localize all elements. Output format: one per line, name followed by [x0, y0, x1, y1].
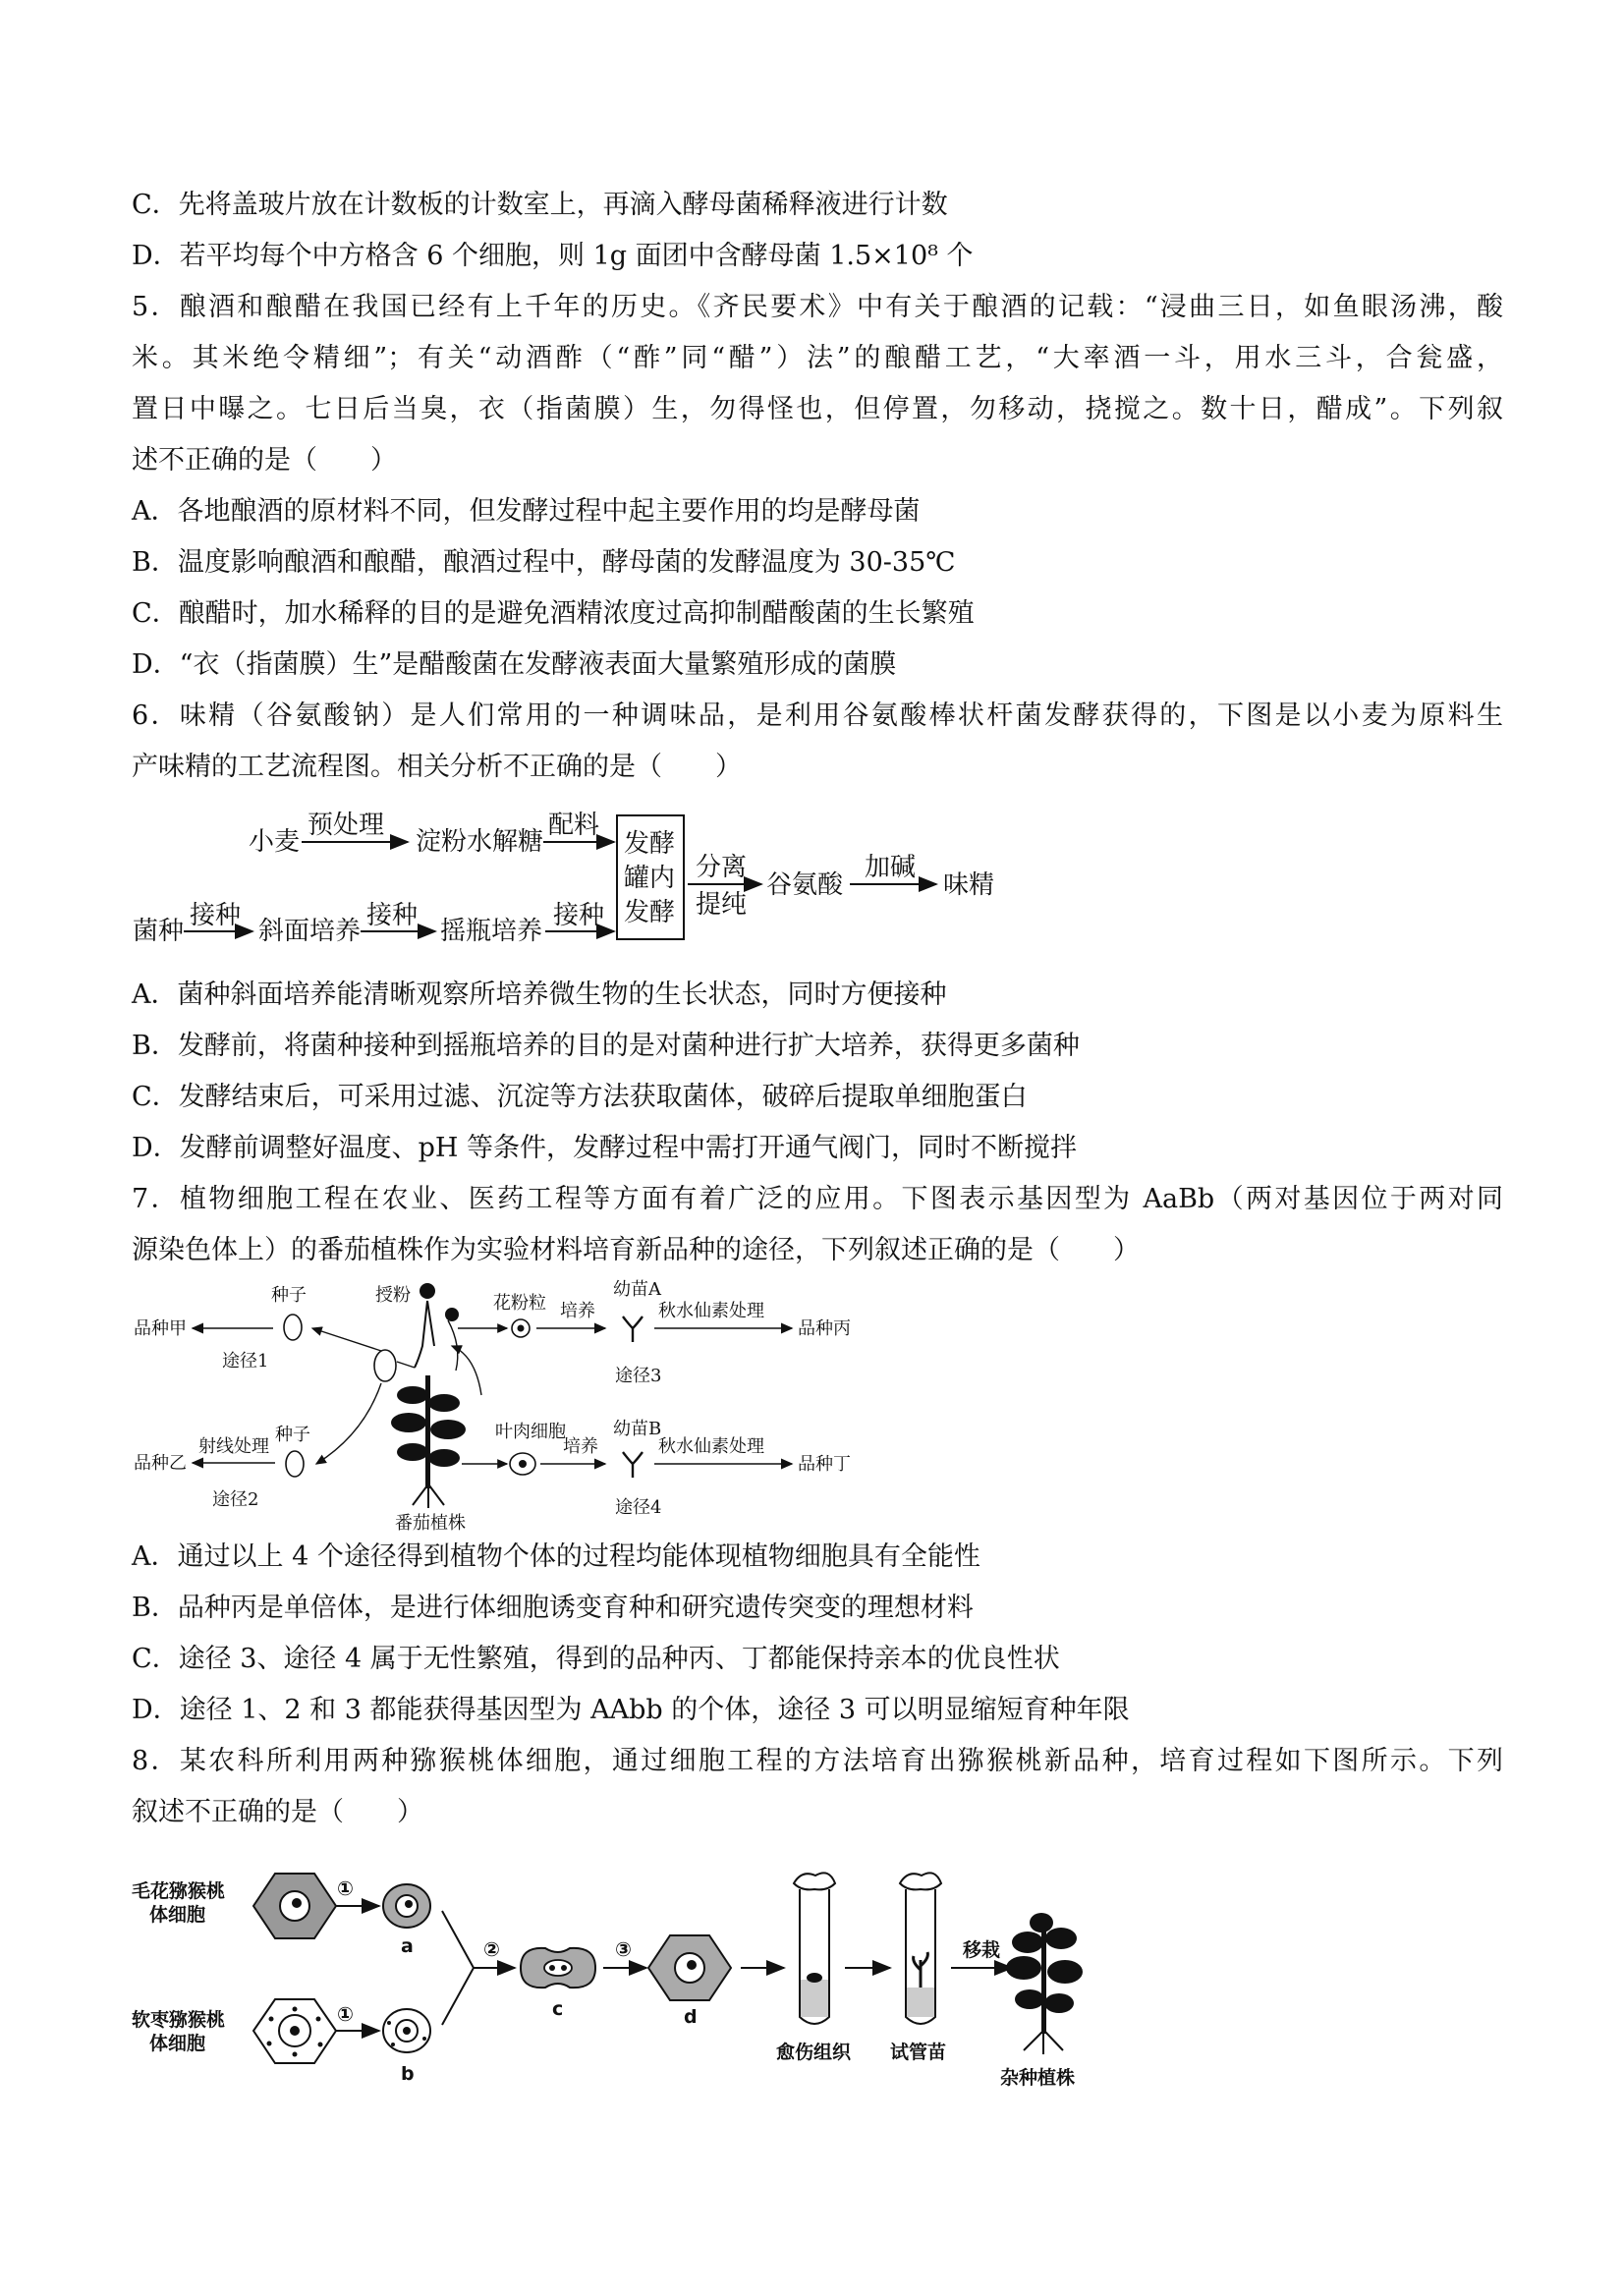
- variety-yi-label: 品种乙: [134, 1453, 187, 1474]
- callus-label: 愈伤组织: [776, 2042, 852, 2063]
- step2-label: ②: [483, 1937, 500, 1961]
- q5-stem-line-4: 述不正确的是（ ）: [132, 445, 397, 476]
- fused-nucleolus-1: [549, 1965, 555, 1971]
- seedling-b-icon: [623, 1452, 643, 1478]
- step1-label-a: ①: [337, 1876, 354, 1900]
- label-d: d: [684, 2006, 698, 2028]
- q6-stem-line-1: 6．味精（谷氨酸钠）是人们常用的一种调味品，是利用谷氨酸棒状杆菌发酵获得的，下图是以小麦为原料生: [132, 700, 1503, 731]
- inoc-label-1: 接种: [190, 901, 242, 930]
- seed-icon-2: [286, 1451, 304, 1477]
- q7-option-c: C．途径 3、途径 4 属于无性繁殖，得到的品种丙、丁都能保持亲本的优良性状: [132, 1644, 1060, 1674]
- culture-label-1: 培养: [560, 1301, 595, 1321]
- path3-label: 途径3: [615, 1366, 662, 1386]
- cell2-label-line-1: 软枣猕猴桃: [132, 2009, 226, 2031]
- q6-option-b: B．发酵前，将菌种接种到摇瓶培养的目的是对菌种进行扩大培养，获得更多菌种: [132, 1031, 1080, 1061]
- pollination-label: 授粉: [375, 1285, 411, 1306]
- alkali-label: 加碱: [865, 853, 917, 882]
- strain-label: 菌种: [133, 917, 185, 946]
- callus-tube-icon: [794, 1873, 835, 2024]
- seed-icon-1: [284, 1315, 302, 1340]
- msg-label: 味精: [943, 870, 995, 900]
- merge-bracket: [442, 1911, 474, 2025]
- q6-option-a: A．菌种斜面培养能清晰观察所培养微生物的生长状态，同时方便接种: [132, 980, 947, 1010]
- inoc-label-2: 接种: [366, 901, 419, 930]
- cell1-label-line-2: 体细胞: [149, 1904, 206, 1926]
- step3-label: ③: [615, 1937, 632, 1961]
- wheat-label: 小麦: [249, 827, 301, 857]
- label-b: b: [401, 2063, 415, 2085]
- seed-label-1: 种子: [271, 1285, 307, 1306]
- kiwi-fusion-diagram: [128, 1862, 1110, 2088]
- mix-label: 配料: [548, 811, 600, 840]
- q7-stem-line-1: 7．植物细胞工程在农业、医药工程等方面有着广泛的应用。下图表示基因型为 AaBb（两对基因位于两对同: [132, 1184, 1503, 1214]
- q7-option-b: B．品种丙是单倍体，是进行体细胞诱变育种和研究遗传突变的理想材料: [132, 1593, 974, 1623]
- label-a: a: [401, 1935, 414, 1957]
- anther-icon: [445, 1308, 459, 1321]
- starch-label: 淀粉水解糖: [416, 827, 544, 857]
- colchicine-label-1: 秋水仙素处理: [658, 1301, 764, 1321]
- separate-label: 分离: [696, 853, 748, 882]
- path4-label: 途径4: [615, 1497, 662, 1518]
- tomato-plant-icon: [391, 1375, 466, 1508]
- transplant-label: 移栽: [963, 1939, 1001, 1961]
- flower-pistil-icon: [415, 1301, 434, 1368]
- pollen-nucleus-icon: [518, 1325, 525, 1332]
- culture-label-2: 培养: [563, 1436, 598, 1457]
- q7-option-d: D．途径 1、2 和 3 都能获得基因型为 AAbb 的个体，途径 3 可以明显缩短育种年限: [132, 1695, 1130, 1725]
- q5-option-d: D．“衣（指菌膜）生”是醋酸菌在发酵液表面大量繁殖形成的菌膜: [132, 649, 897, 680]
- q7-option-a: A．通过以上 4 个途径得到植物个体的过程均能体现植物细胞具有全能性: [132, 1541, 980, 1572]
- tomato-breeding-diagram: [128, 1277, 894, 1531]
- hybrid-plant-icon: [1006, 1913, 1083, 2054]
- q6-stem-line-2: 产味精的工艺流程图。相关分析不正确的是（ ）: [132, 752, 742, 782]
- tube-seedling-label: 试管苗: [890, 2042, 947, 2063]
- path2-label: 途径2: [212, 1489, 259, 1510]
- cell2-nucleolus-icon: [290, 2026, 300, 2036]
- mesophyll-label: 叶肉细胞: [495, 1422, 566, 1442]
- variety-jia-label: 品种甲: [134, 1318, 187, 1339]
- slant-label: 斜面培养: [258, 917, 362, 946]
- fused-nucleus-icon: [544, 1960, 572, 1976]
- tank-line-2: 罐内: [624, 864, 676, 893]
- purify-label: 提纯: [696, 890, 748, 920]
- q5-stem-line-3: 置日中曝之。七日后当臭，衣（指菌膜）生，勿得怪也，但停置，勿移动，挠搅之。数十日，醋成”。下列叙: [132, 394, 1503, 424]
- seedling-a-icon: [623, 1316, 643, 1342]
- q5-option-b: B．温度影响酿酒和酿醋，酿酒过程中，酵母菌的发酵温度为 30-35℃: [132, 547, 956, 578]
- cell1-nucleolus-icon: [292, 1898, 302, 1908]
- pollen-label: 花粉粒: [493, 1293, 546, 1314]
- variety-ding-label: 品种丁: [798, 1454, 851, 1475]
- radiation-label: 射线处理: [198, 1436, 269, 1457]
- fruit-icon: [374, 1350, 396, 1381]
- cell1-label-line-1: 毛花猕猴桃: [132, 1880, 226, 1902]
- arrow-fruit-seed-1: [312, 1328, 381, 1351]
- tank-line-1: 发酵: [624, 829, 676, 859]
- q4-option-d: D．若平均每个中方格含 6 个细胞，则 1g 面团中含酵母菌 1.5×10⁸ 个: [132, 241, 974, 271]
- q6-option-c: C．发酵结束后，可采用过滤、沉淀等方法获取菌体，破碎后提取单细胞蛋白: [132, 1082, 1028, 1112]
- pretreat-label: 预处理: [308, 811, 385, 840]
- cell2-label-line-2: 体细胞: [149, 2033, 206, 2054]
- path1-label: 途径1: [222, 1351, 269, 1372]
- arrow-fruit-seed-2: [316, 1383, 381, 1464]
- q4-option-c: C．先将盖玻片放在计数板的计数室上，再滴入酵母菌稀释液进行计数: [132, 190, 948, 220]
- q8-stem-line-1: 8．某农科所利用两种猕猴桃体细胞，通过细胞工程的方法培育出猕猴桃新品种，培育过程如下图所示。下列: [132, 1746, 1503, 1776]
- shake-label: 摇瓶培养: [440, 917, 543, 946]
- q5-option-c: C．酿醋时，加水稀释的目的是避免酒精浓度过高抑制醋酸菌的生长繁殖: [132, 598, 975, 629]
- seedling-a-label: 幼苗A: [613, 1279, 661, 1300]
- hybrid-plant-label: 杂种植株: [1000, 2067, 1076, 2088]
- q7-stem-line-2: 源染色体上）的番茄植株作为实验材料培育新品种的途径，下列叙述正确的是（ ）: [132, 1235, 1140, 1265]
- q8-stem-line-2: 叙述不正确的是（ ）: [132, 1797, 423, 1827]
- fused-nucleolus-2: [561, 1965, 567, 1971]
- fruit-link: [397, 1362, 415, 1368]
- q5-stem-line-2: 米。其米绝令精细”；有关“动酒酢（“酢”同“醋”）法”的酿醋工艺，“大率酒一斗，用水三斗，合瓮盛，: [132, 343, 1503, 373]
- seedling-tube-icon: [900, 1873, 941, 2024]
- protoplast-a-nucleolus: [405, 1900, 413, 1908]
- colchicine-label-2: 秋水仙素处理: [658, 1436, 764, 1457]
- msg-process-flowchart: [123, 801, 1007, 958]
- mesophyll-nucleus-icon: [519, 1460, 527, 1468]
- protoplast-b-nucleolus: [403, 2027, 411, 2035]
- q6-option-d: D．发酵前调整好温度、pH 等条件，发酵过程中需打开通气阀门，同时不断搅拌: [132, 1133, 1078, 1163]
- q5-stem-line-1: 5．酿酒和酿醋在我国已经有上千年的历史。《齐民要术》中有关于酿酒的记载：“浸曲三日，如鱼眼汤沸，酸: [132, 292, 1503, 322]
- step1-label-b: ①: [337, 2002, 354, 2026]
- q5-option-a: A．各地酿酒的原材料不同，但发酵过程中起主要作用的均是酵母菌: [132, 496, 921, 527]
- tank-line-3: 发酵: [624, 898, 676, 927]
- tomato-label: 番茄植株: [395, 1513, 466, 1531]
- pollen-path: [448, 1320, 458, 1371]
- inoc-label-3: 接种: [553, 901, 605, 930]
- hybrid-nucleolus-icon: [687, 1960, 697, 1970]
- glutamic-acid-label: 谷氨酸: [766, 870, 844, 900]
- variety-bing-label: 品种丙: [798, 1318, 851, 1339]
- seed-label-2: 种子: [275, 1425, 310, 1445]
- label-c: c: [552, 1998, 564, 2020]
- pollen-dot-icon: [420, 1283, 435, 1299]
- seedling-b-label: 幼苗B: [613, 1419, 662, 1439]
